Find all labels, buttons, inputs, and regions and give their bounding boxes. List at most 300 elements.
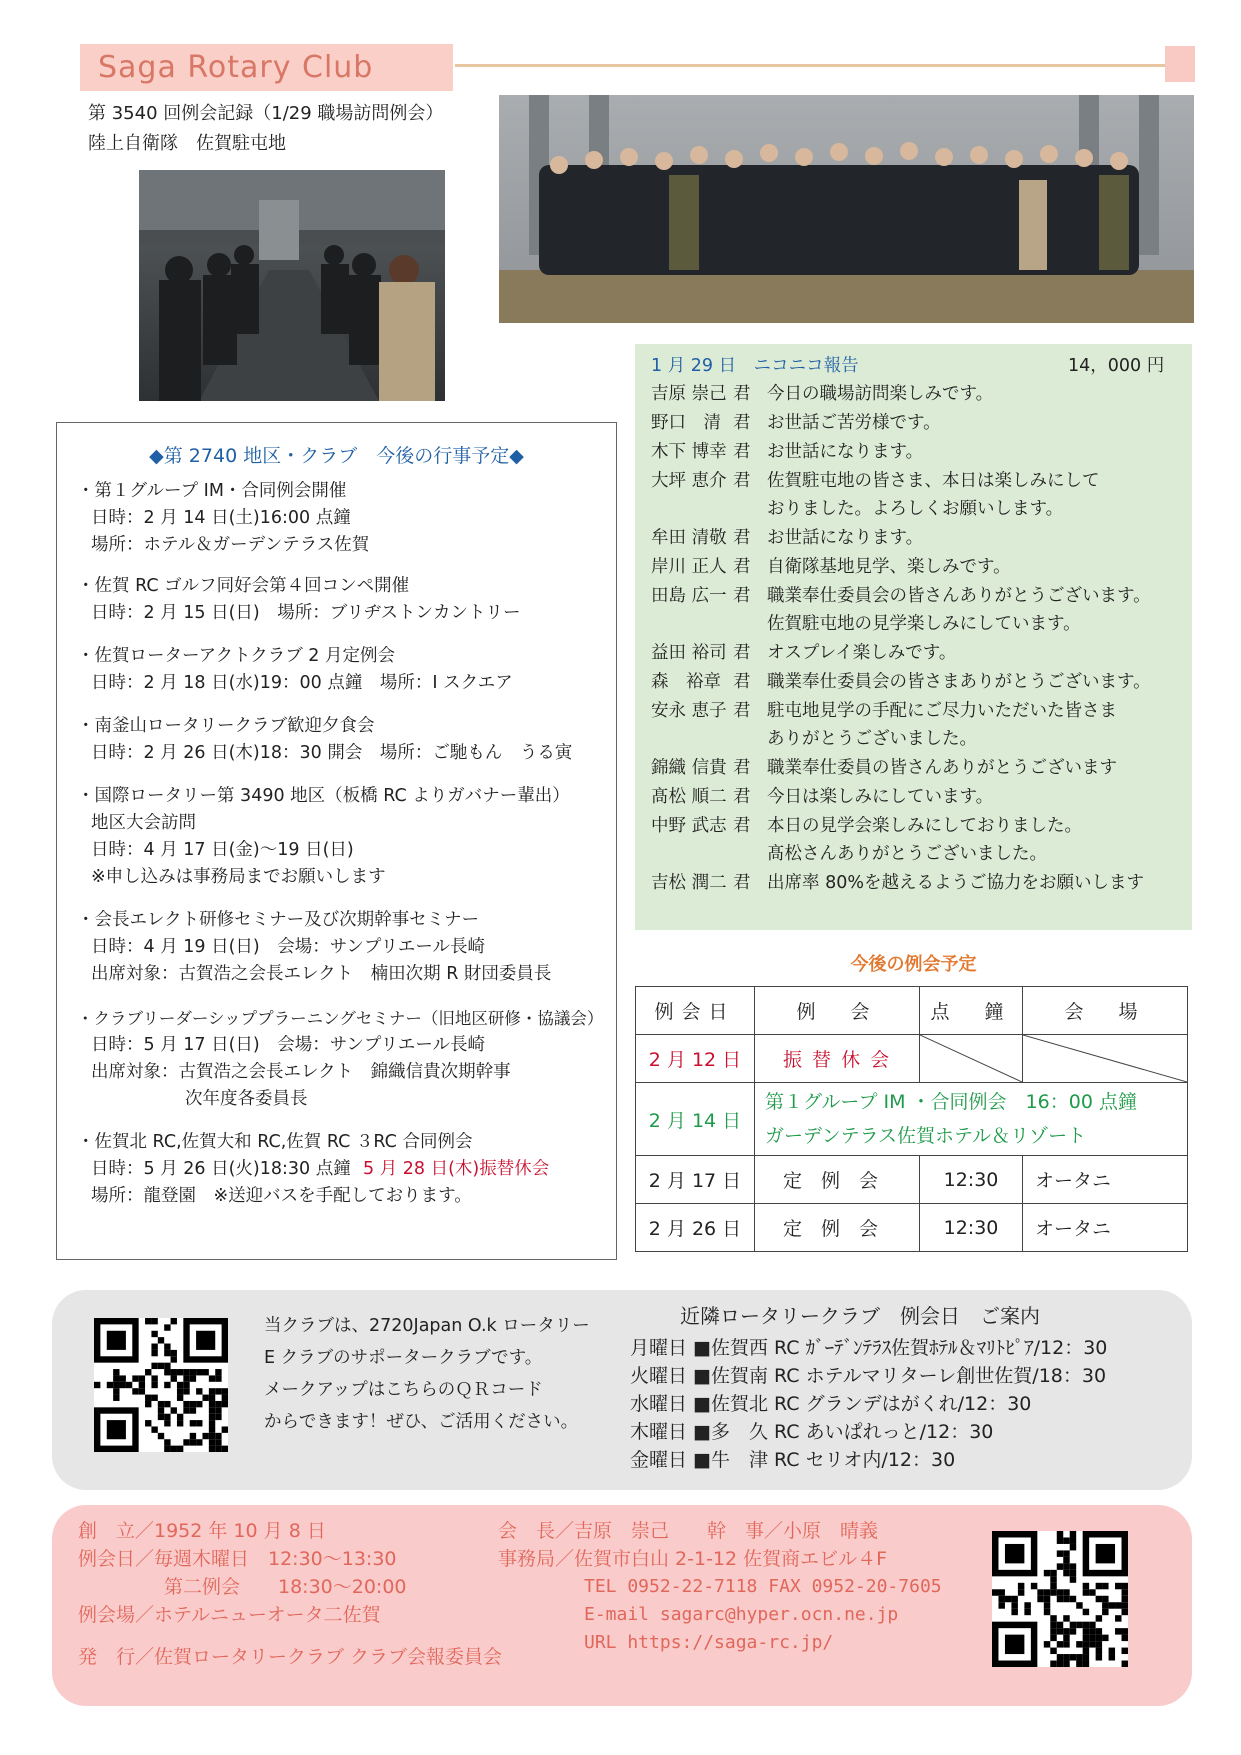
- qr-module: [202, 1395, 208, 1401]
- niko-kun: 君: [733, 413, 751, 433]
- nearby-info: ■牛 津 RC セリオ内/12：30: [693, 1449, 956, 1471]
- qr-module: [164, 1439, 170, 1445]
- qr-module: [1096, 1654, 1102, 1660]
- qr-module: [215, 1446, 221, 1452]
- niko-message: 髙松さんありがとうございました。: [767, 844, 1047, 864]
- qr-module: [164, 1414, 170, 1420]
- qr-module: [177, 1420, 183, 1426]
- qr-module: [992, 1589, 998, 1595]
- qr-module: [1115, 1583, 1121, 1589]
- qr-module: [1063, 1654, 1069, 1660]
- qr-module: [1096, 1615, 1102, 1621]
- qr-module: [1011, 1602, 1017, 1608]
- eclub-line: 当クラブは、2720Japan O.k ロータリー: [264, 1316, 590, 1336]
- qr-module: [1109, 1654, 1115, 1660]
- niko-title: 1 月 29 日 ニコニコ報告: [651, 356, 859, 376]
- qr-module: [171, 1375, 177, 1381]
- qr-module: [209, 1414, 215, 1420]
- qr-module: [151, 1331, 157, 1337]
- footer-meeting-day: 例会日／毎週木曜日 12:30～13:30: [78, 1548, 397, 1570]
- qr-module: [209, 1375, 215, 1381]
- qr-module: [1057, 1550, 1063, 1556]
- header-label: [80, 44, 453, 91]
- qr-module: [190, 1439, 196, 1445]
- qr-module: [1096, 1596, 1102, 1602]
- qr-module: [209, 1388, 215, 1394]
- niko-report-box: [635, 344, 1192, 930]
- qr-module: [151, 1382, 157, 1388]
- nearby-day: 水曜日: [630, 1393, 688, 1415]
- nearby-list: [630, 1334, 1107, 1474]
- qr-module: [1070, 1563, 1076, 1569]
- schedule-im-line2: ガーデンテラス佐賀ホテル＆リゾート: [765, 1125, 1087, 1147]
- header-corner-square: [1165, 46, 1195, 82]
- nearby-info: ■多 久 RC あいぱれっと/12：30: [693, 1421, 994, 1443]
- qr-module: [1050, 1570, 1056, 1576]
- qr-module: [183, 1407, 189, 1413]
- niko-kun: 君: [733, 758, 751, 778]
- qr-module: [1063, 1570, 1069, 1576]
- qr-module: [1083, 1622, 1089, 1628]
- qr-module: [1044, 1596, 1050, 1602]
- qr-module: [1044, 1589, 1050, 1595]
- eclub-line: からできます！ぜひ、ご活用ください。: [264, 1412, 579, 1432]
- niko-message: 佐賀駐屯地の見学楽しみにしています。: [767, 614, 1081, 634]
- niko-message: 職業奉仕委員の皆さんありがとうございます: [767, 758, 1117, 778]
- qr-module: [151, 1363, 157, 1369]
- niko-member-name: 野口 清: [651, 413, 721, 433]
- qr-module: [1070, 1537, 1076, 1543]
- qr-module: [164, 1382, 170, 1388]
- qr-module: [1044, 1641, 1050, 1647]
- meeting-record: 第 3540 回例会記録（1/29 職場訪問例会）: [88, 103, 444, 124]
- qr-module: [196, 1420, 202, 1426]
- qr-module: [1083, 1609, 1089, 1615]
- qr-module: [1083, 1641, 1089, 1647]
- qr-module: [107, 1382, 113, 1388]
- qr-module: [1115, 1602, 1121, 1608]
- event-line: 出席対象：古賀浩之会長エレクト 錦織信貴次期幹事: [91, 1062, 511, 1082]
- qr-module: [1089, 1635, 1095, 1641]
- meeting-place: 陸上自衛隊 佐賀駐屯地: [88, 133, 286, 154]
- niko-member-name: 大坪 恵介: [651, 471, 727, 491]
- qr-module: [215, 1401, 221, 1407]
- qr-module: [151, 1426, 157, 1432]
- qr-module: [164, 1446, 170, 1452]
- qr-module: [145, 1420, 151, 1426]
- qr-module: [1070, 1628, 1076, 1634]
- qr-module: [183, 1401, 189, 1407]
- qr-module: [1063, 1550, 1069, 1556]
- qr-module: [1011, 1609, 1017, 1615]
- niko-member-name: 岸川 正人: [651, 557, 727, 577]
- qr-module: [1076, 1622, 1082, 1628]
- qr-module: [1063, 1563, 1069, 1569]
- photo-group: [499, 95, 1194, 323]
- qr-module: [183, 1375, 189, 1381]
- qr-module: [1050, 1661, 1056, 1667]
- qr-module: [215, 1369, 221, 1375]
- qr-module: [209, 1426, 215, 1432]
- niko-message: 出席率 80%を越えるようご協力をお願いします: [767, 873, 1144, 893]
- qr-module: [1063, 1661, 1069, 1667]
- qr-module: [164, 1401, 170, 1407]
- qr-finder-module: [1005, 1635, 1024, 1654]
- qr-module: [1050, 1583, 1056, 1589]
- qr-module: [190, 1401, 196, 1407]
- qr-module: [1122, 1661, 1128, 1667]
- qr-module: [94, 1382, 100, 1388]
- qr-module: [1102, 1602, 1108, 1608]
- niko-kun: 君: [733, 442, 751, 462]
- qr-module: [222, 1395, 228, 1401]
- qr-module: [183, 1388, 189, 1394]
- qr-module: [1070, 1544, 1076, 1550]
- qr-module: [120, 1382, 126, 1388]
- qr-module: [1063, 1537, 1069, 1543]
- qr-module: [1102, 1609, 1108, 1615]
- qr-module: [190, 1433, 196, 1439]
- niko-message: おりました。よろしくお願いします。: [767, 499, 1064, 519]
- qr-module: [1057, 1589, 1063, 1595]
- qr-module: [1057, 1654, 1063, 1660]
- niko-member-name: 吉原 崇己: [651, 384, 727, 404]
- event-line: 出席対象：古賀浩之会長エレクト 楠田次期 R 財団委員長: [91, 964, 552, 984]
- qr-module: [1070, 1576, 1076, 1582]
- event-note-red: 5 月 28 日(木)振替休会: [363, 1159, 550, 1179]
- event-line: ・クラブリーダーシッププラーニングセミナー（旧地区研修・協議会）: [77, 1009, 604, 1028]
- niko-member-name: 森 裕章: [651, 672, 721, 692]
- qr-module: [1083, 1628, 1089, 1634]
- qr-module: [1063, 1641, 1069, 1647]
- qr-module: [139, 1382, 145, 1388]
- niko-message: 佐賀駐屯地の皆さま、本日は楽しみにして: [767, 471, 1100, 491]
- qr-module: [209, 1446, 215, 1452]
- qr-module: [1096, 1641, 1102, 1647]
- qr-module: [177, 1388, 183, 1394]
- event-line: 地区大会訪問: [91, 813, 196, 833]
- qr-module: [145, 1395, 151, 1401]
- qr-module: [145, 1318, 151, 1324]
- niko-message: 職業奉仕委員会の皆さんありがとうございます。: [767, 586, 1151, 606]
- event-line: 日時：5 月 26 日(火)18:30 点鐘: [91, 1159, 351, 1179]
- qr-module: [215, 1439, 221, 1445]
- qr-module: [1115, 1615, 1121, 1621]
- qr-module: [1070, 1654, 1076, 1660]
- qr-module: [177, 1369, 183, 1375]
- qr-module: [215, 1388, 221, 1394]
- qr-module: [171, 1318, 177, 1324]
- qr-module: [1057, 1641, 1063, 1647]
- schedule-date: 2 月 26 日: [636, 1204, 755, 1252]
- footer-venue: 例会場／ホテルニューオータ二佐賀: [78, 1604, 381, 1626]
- qr-module: [1122, 1589, 1128, 1595]
- event-line: 日時：4 月 17 日(金)～19 日(日): [91, 840, 354, 860]
- qr-module: [132, 1388, 138, 1394]
- qr-module: [139, 1375, 145, 1381]
- qr-module: [1089, 1589, 1095, 1595]
- qr-finder-module: [107, 1420, 126, 1439]
- qr-module: [1063, 1596, 1069, 1602]
- niko-member-name: 髙松 順二: [651, 787, 727, 807]
- qr-module: [1057, 1628, 1063, 1634]
- qr-module: [190, 1420, 196, 1426]
- niko-kun: 君: [733, 557, 751, 577]
- qr-module: [1083, 1635, 1089, 1641]
- qr-module: [113, 1395, 119, 1401]
- footer-founded: 創 立／1952 年 10 月 8 日: [78, 1520, 326, 1542]
- qr-module: [158, 1407, 164, 1413]
- qr-module: [209, 1395, 215, 1401]
- footer-tel: TEL 0952-22-7118 FAX 0952-20-7605: [584, 1576, 942, 1597]
- qr-module: [1037, 1589, 1043, 1595]
- qr-module: [1096, 1583, 1102, 1589]
- qr-module: [1050, 1576, 1056, 1582]
- schedule-time: 12:30: [920, 1156, 1023, 1204]
- niko-member-name: 田島 広一: [651, 586, 727, 606]
- schedule-table: [635, 986, 1188, 1252]
- qr-module: [190, 1407, 196, 1413]
- qr-module: [164, 1324, 170, 1330]
- qr-module: [1089, 1622, 1095, 1628]
- schedule-date: 2 月 12 日: [636, 1035, 755, 1083]
- qr-module: [145, 1401, 151, 1407]
- info-box-gray: [52, 1290, 1192, 1490]
- niko-member-name: 錦織 信貴: [651, 758, 727, 778]
- nearby-day: 木曜日: [630, 1421, 688, 1443]
- schedule-empty-cell: [920, 1035, 1023, 1083]
- qr-module: [1070, 1622, 1076, 1628]
- qr-module: [1037, 1596, 1043, 1602]
- qr-module: [1050, 1615, 1056, 1621]
- niko-message: 本日の見学会楽しみにしておりました。: [767, 816, 1082, 836]
- qr-module: [1024, 1609, 1030, 1615]
- niko-message: お世話ご苦労様です。: [767, 413, 941, 433]
- qr-module: [1057, 1596, 1063, 1602]
- qr-module: [1122, 1609, 1128, 1615]
- niko-kun: 君: [733, 384, 751, 404]
- niko-kun: 君: [733, 873, 751, 893]
- niko-member-name: 牟田 清敬: [651, 528, 727, 548]
- niko-member-name: 益田 裕司: [651, 643, 727, 663]
- qr-finder-module: [1096, 1544, 1115, 1563]
- qr-module: [1122, 1596, 1128, 1602]
- qr-module: [222, 1446, 228, 1452]
- qr-module: [998, 1589, 1004, 1595]
- qr-module: [1050, 1589, 1056, 1595]
- niko-member-name: 安永 恵子: [651, 701, 727, 721]
- schedule-header: 例会日: [636, 987, 755, 1035]
- qr-module: [1057, 1537, 1063, 1543]
- header-rule: [455, 64, 1165, 67]
- niko-kun: 君: [733, 528, 751, 548]
- qr-module: [190, 1375, 196, 1381]
- qr-module: [158, 1337, 164, 1343]
- event-line: ※申し込みは事務局までお願いします: [91, 867, 386, 887]
- qr-module: [1089, 1641, 1095, 1647]
- eclub-line: E クラブのサポータークラブです。: [264, 1348, 543, 1368]
- qr-module: [209, 1433, 215, 1439]
- niko-message: 自衛隊基地見学、楽しみです。: [767, 557, 1011, 577]
- qr-module: [998, 1596, 1004, 1602]
- qr-module: [139, 1388, 145, 1394]
- qr-module: [164, 1369, 170, 1375]
- qr-module: [1050, 1622, 1056, 1628]
- niko-message: ありがとうございました。: [767, 729, 977, 749]
- qr-module: [1109, 1648, 1115, 1654]
- footer-office: 事務局／佐賀市白山 2-1-12 佐賀商エビル４F: [498, 1548, 888, 1570]
- qr-module: [1050, 1648, 1056, 1654]
- event-line: 日時：2 月 18 日(水)19：00 点鐘 場所：I スクエア: [91, 673, 513, 693]
- qr-module: [183, 1369, 189, 1375]
- qr-module: [1063, 1635, 1069, 1641]
- schedule-event: 定 例 会: [755, 1156, 920, 1204]
- event-line: ・第１グループ IM・合同例会開催: [77, 481, 347, 501]
- nearby-info: ■佐賀西 RC ｶﾞｰﾃﾞﾝﾃﾗｽ佐賀ﾎﾃﾙ＆ﾏﾘﾄﾋﾟｱ/12：30: [693, 1337, 1108, 1359]
- qr-module: [126, 1382, 132, 1388]
- qr-module: [215, 1433, 221, 1439]
- website-qr-code[interactable]: [992, 1531, 1128, 1667]
- eclub-qr-code[interactable]: [94, 1318, 228, 1452]
- nearby-info: ■佐賀北 RC グランデはがくれ/12：30: [693, 1393, 1032, 1415]
- event-line: 次年度各委員長: [185, 1089, 308, 1109]
- qr-module: [1122, 1628, 1128, 1634]
- qr-module: [113, 1369, 119, 1375]
- qr-module: [158, 1363, 164, 1369]
- niko-kun: 君: [733, 787, 751, 807]
- qr-module: [158, 1401, 164, 1407]
- footer-box-pink: [52, 1505, 1192, 1706]
- eclub-line: メークアップはこちらのＱＲコード: [264, 1380, 543, 1400]
- schedule-time: 12:30: [920, 1204, 1023, 1252]
- schedule-im-line1: 第１グループ IM ・合同例会 16：00 点鐘: [765, 1091, 1137, 1113]
- schedule-header: 会 場: [1023, 987, 1188, 1035]
- qr-module: [171, 1446, 177, 1452]
- qr-module: [202, 1433, 208, 1439]
- footer-second-meeting: 第二例会 18:30～20:00: [164, 1576, 407, 1598]
- qr-module: [164, 1420, 170, 1426]
- qr-module: [1057, 1563, 1063, 1569]
- qr-module: [113, 1388, 119, 1394]
- qr-module: [1018, 1583, 1024, 1589]
- schedule-title: 今後の例会予定: [850, 954, 977, 975]
- event-line: ・国際ロータリー第 3490 地区（板橋 RC よりガバナー輩出）: [77, 786, 570, 806]
- event-line: 日時：2 月 14 日(土)16:00 点鐘: [91, 508, 351, 528]
- qr-module: [1083, 1654, 1089, 1660]
- niko-member-name: 吉松 潤二: [651, 873, 727, 893]
- niko-kun: 君: [733, 643, 751, 663]
- qr-module: [1122, 1635, 1128, 1641]
- qr-module: [164, 1350, 170, 1356]
- qr-module: [1076, 1661, 1082, 1667]
- event-line: 場所：ホテル＆ガーデンテラス佐賀: [91, 535, 370, 555]
- eclub-text: [264, 1310, 590, 1438]
- event-line: 場所：龍登園 ※送迎バスを手配しております。: [91, 1186, 472, 1206]
- qr-module: [190, 1369, 196, 1375]
- nearby-info: ■佐賀南 RC ホテルマリターレ創世佐賀/18：30: [693, 1365, 1107, 1387]
- qr-module: [1076, 1654, 1082, 1660]
- qr-module: [196, 1439, 202, 1445]
- niko-total: 14，000 円: [1068, 356, 1165, 376]
- qr-module: [1083, 1661, 1089, 1667]
- niko-message: お世話になります。: [767, 442, 924, 462]
- qr-module: [1063, 1589, 1069, 1595]
- qr-module: [1096, 1635, 1102, 1641]
- qr-module: [1044, 1602, 1050, 1608]
- niko-message: お世話になります。: [767, 528, 924, 548]
- events-title: ◆第 2740 地区・クラブ 今後の行事予定◆: [149, 445, 524, 467]
- niko-member-name: 中野 武志: [651, 816, 727, 836]
- qr-module: [1102, 1635, 1108, 1641]
- event-line: ・南釜山ロータリークラブ歓迎夕食会: [77, 716, 375, 736]
- event-line: 日時：5 月 17 日(日) 会場：サンプリエール長崎: [91, 1035, 485, 1055]
- event-line: ・佐賀 RC ゴルフ同好会第４回コンペ開催: [77, 576, 410, 596]
- qr-module: [1057, 1531, 1063, 1537]
- photo-helicopter-interior: [139, 170, 445, 401]
- qr-module: [1122, 1602, 1128, 1608]
- qr-module: [1102, 1596, 1108, 1602]
- qr-module: [998, 1602, 1004, 1608]
- qr-module: [1076, 1641, 1082, 1647]
- niko-kun: 君: [733, 471, 751, 491]
- qr-module: [145, 1369, 151, 1375]
- schedule-event: 定 例 会: [755, 1204, 920, 1252]
- qr-module: [1089, 1628, 1095, 1634]
- qr-module: [158, 1433, 164, 1439]
- qr-module: [164, 1344, 170, 1350]
- footer-email[interactable]: E-mail sagarc@hyper.ocn.ne.jp: [584, 1604, 899, 1625]
- qr-module: [151, 1318, 157, 1324]
- niko-kun: 君: [733, 816, 751, 836]
- events-box: [56, 422, 617, 1260]
- qr-module: [151, 1350, 157, 1356]
- footer-publisher: 発 行／佐賀ロータリークラブ クラブ会報委員会: [78, 1646, 503, 1668]
- qr-module: [196, 1388, 202, 1394]
- qr-module: [1063, 1628, 1069, 1634]
- event-line: ・会長エレクト研修セミナー及び次期幹事セミナー: [77, 910, 480, 930]
- footer-officers: 会 長／吉原 崇己 幹 事／小原 晴義: [498, 1520, 879, 1542]
- qr-module: [158, 1414, 164, 1420]
- qr-module: [183, 1439, 189, 1445]
- qr-module: [177, 1382, 183, 1388]
- qr-module: [1031, 1583, 1037, 1589]
- qr-module: [202, 1369, 208, 1375]
- qr-module: [1024, 1602, 1030, 1608]
- qr-finder-module: [107, 1331, 126, 1350]
- qr-module: [209, 1439, 215, 1445]
- qr-module: [209, 1420, 215, 1426]
- qr-module: [196, 1369, 202, 1375]
- qr-module: [171, 1356, 177, 1362]
- qr-module: [113, 1382, 119, 1388]
- qr-finder-module: [196, 1331, 215, 1350]
- qr-module: [171, 1407, 177, 1413]
- qr-module: [1115, 1628, 1121, 1634]
- niko-message: 今日の職場訪問楽しみです。: [767, 384, 994, 404]
- qr-module: [222, 1426, 228, 1432]
- qr-module: [1018, 1589, 1024, 1595]
- footer-url[interactable]: URL https://saga-rc.jp/: [584, 1632, 834, 1653]
- qr-module: [1102, 1583, 1108, 1589]
- qr-module: [209, 1401, 215, 1407]
- qr-module: [113, 1375, 119, 1381]
- qr-module: [215, 1407, 221, 1413]
- schedule-header: 例 会: [755, 987, 920, 1035]
- qr-module: [1044, 1570, 1050, 1576]
- qr-module: [1096, 1648, 1102, 1654]
- qr-module: [177, 1395, 183, 1401]
- event-line: ・佐賀北 RC,佐賀大和 RC,佐賀 RC ３RC 合同例会: [77, 1132, 473, 1152]
